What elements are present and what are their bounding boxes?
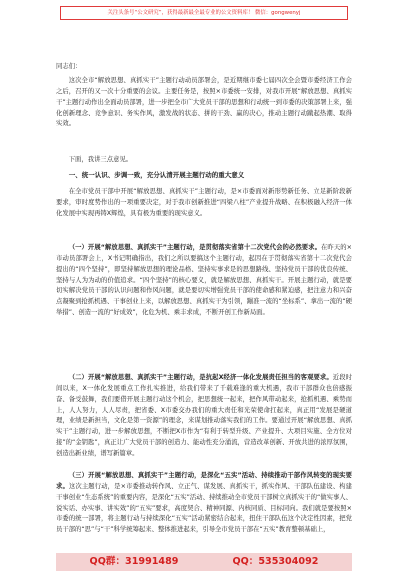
subsection-3-body: 这次主题行动，是×市委推动转作风、立正气、谋发展、真抓实干，抓实作风、干部队伍建设、构建干事创业“生态系统”的重要内容，是深化“五实”活动、持续推动全市党员干部树立真抓实干的“做实事人、说实话、办实事、讲实效”的“五实”要求，高度契合、精神同源、内核同质、目标同向。我们就是要按照×市委的统一部署，将主题行动与持续深化“五实”活动紧密结合起来，扭住干部队伍这个决定性因素，把党员干部的“思”与“干”科学统筹起来、整体推进起来，引导全市党员干部在“五实”教育整顿基础上， xyxy=(56,482,352,534)
qq-group: QQ群：31991489 xyxy=(89,556,179,567)
subsection-2-lead: （二）开展“解放思想、真抓实干”主题行动，是抗起X经济一体化发展责任担当的客观要求。 xyxy=(68,374,333,381)
opening-paragraph: 这次全市“解放思想、真抓实干”主题行动动员部署会，是近期继市委七届四次全会暨市委经济工作会之后，召开的又一次十分重要的会议。主要任务是，按照×市委统一安排，对我市开展“解放思想、真抓实干”主题行动作出全面动员部署，进一步把全市广大党员干部的思想和行动统一到市委的决策部署上来，强化创新理念、竞争意识、务实作风，激发战的状态、拼的干劲、赢的决心，推动主题行动蹴起热潮、取得实效。 xyxy=(56,77,352,128)
contact-footer xyxy=(56,553,352,571)
subsection-2 xyxy=(56,373,352,460)
salutation: 同志们： xyxy=(56,63,82,70)
subsection-2-body: 近段时间以来，X一体化发展重点工作扎实推进，给我们带来了千载难逢的重大机遇，我市干部群众也倍感振奋、备受鼓舞，我们要借开展主题行动这个机会，把思想统一起来，把作风带动起来，抢抓机遇、乘势而上，人人努力，人人尽责，把省委、X市委交办我们的重大责任和光荣使命扛起来，真正用“发展是硬道理，业绩是新担当，文化是第一资源”的理念，来谋划推动落实我们的工作。要通过开展“解放思想、真抓实干”主题行动，进一步解放思想，不断把X市作为“有利于转型升级、产业提升、大项目实施、全方位对接”的“金钥匙”，真正让广大党员干部的创造力、能动性充分涌流，营造改革创新、开放共进的浓厚氛围，创造出新业绩，谱写新篇章。 xyxy=(56,374,352,457)
subsection-3 xyxy=(56,471,352,536)
promo-banner: 关注头条号“公文研究”，获得最新最全最专业的公文资料库！ 微信：gongwenyj xyxy=(60,6,348,20)
qq-number: QQ：535304092 xyxy=(232,556,319,567)
transition-paragraph: 下面，我讲三点意见。 xyxy=(68,156,133,163)
subsection-1 xyxy=(56,243,352,319)
subsection-1-body: 在昨天的×市动员部署会上，X书记明确指出，我们之所以要搞这个主题行动，起因在于贯彻落实省第十二次党代会提出的“四个坚持”，即坚持解放思想的理论品格、坚持实事求是的思想路线、坚持党员干部的优良传统、坚持与人为为动的价值追求。“四个坚持”的核心要义，就是解放思想、真抓实干。开展主题行动，就是要切实解决党员干部的认识问题和作风问题，就是要切实增强党员干部的使命感和紧迫感，把注意力和兴奋点凝聚到抢抓机遇、干事创业上来，以解放思想、真抓实干为引领，蹦准一流的“坐标系”、拿出一流的“硬举措”、创造一流的“好成效”，化危为机、乘丰求成，不断开创工作新局面。 xyxy=(56,244,352,317)
subsection-3-lead: （三）开展“解放思想、真抓实干”主题行动，是深化“五实”活动、持续推动干部作风转变的现实要求。 xyxy=(56,472,352,490)
section-intro: 在全市党员干部中开展“解放思想、真抓实干”主题行动，是×市委面对新形势新任务、立足新阶段新要求，审时度势作出的一项重要决定，对于我市创新推进“四梁八柱”产业提升战略、在积极融入经济一体化发展中实现再铸X辉煌，具有极为重要的现实意义。 xyxy=(56,188,352,217)
section-heading: 一、统一认识、步调一致，充分认清开展主题行动的重大意义 xyxy=(68,171,245,179)
subsection-1-lead: （一）开展“解放思想、真抓实干”主题行动，是贯彻落实省第十二次党代会的必然要求。 xyxy=(68,244,322,251)
